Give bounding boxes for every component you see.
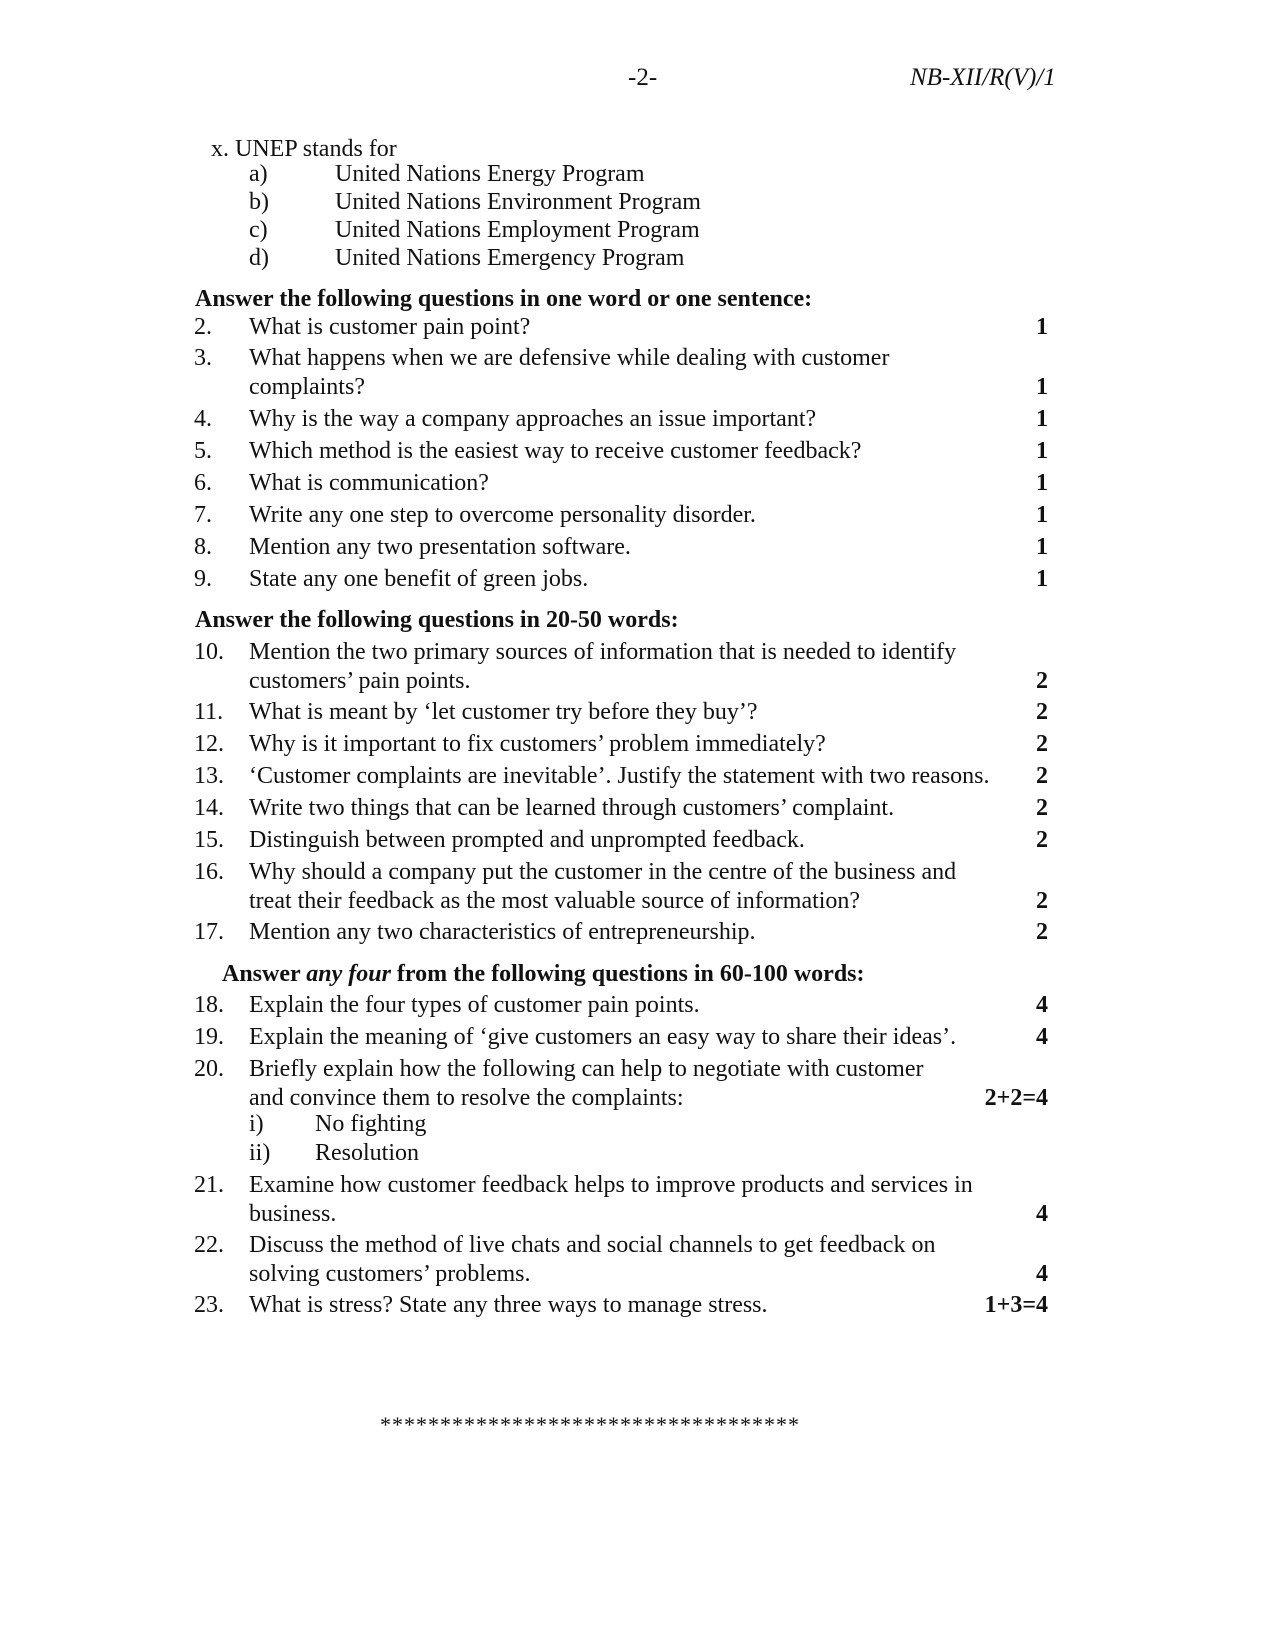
question-number: 10. <box>194 639 224 665</box>
question-text: What happens when we are defensive while dealing with customer complaints? <box>249 345 890 400</box>
question-text: Mention the two primary sources of information that is needed to identify customers’ pain points. <box>249 639 957 694</box>
q20-subpart-label-1: i) <box>249 1111 264 1137</box>
question-marks: 1 <box>1036 534 1048 560</box>
question-number: 6. <box>194 470 212 496</box>
question-number: 14. <box>194 795 224 821</box>
section-heading-prefix: Answer <box>222 961 307 987</box>
question-number: 9. <box>194 566 212 592</box>
question-marks: 2 <box>1036 731 1048 757</box>
question-marks: 4 <box>1036 1024 1048 1050</box>
question-number: 15. <box>194 827 224 853</box>
question-number: 8. <box>194 534 212 560</box>
option-letter: b) <box>249 189 269 215</box>
question-marks: 2 <box>1036 668 1048 694</box>
option-letter: d) <box>249 245 269 271</box>
page-number: -2- <box>628 64 658 91</box>
question-number: 19. <box>194 1024 224 1050</box>
mcq-stem: x. UNEP stands for <box>211 136 397 162</box>
question-text: Explain the meaning of ‘give customers an easy way to share their ideas’. <box>249 1024 957 1050</box>
question-number: 21. <box>194 1172 224 1198</box>
question-number: 12. <box>194 731 224 757</box>
question-marks: 2 <box>1036 699 1048 725</box>
section-heading-emphasis: any four <box>306 961 391 987</box>
question-text: Mention any two characteristics of entrepreneurship. <box>249 919 756 945</box>
question-number: 23. <box>194 1292 224 1318</box>
question-text: Write two things that can be learned through customers’ complaint. <box>249 795 895 821</box>
option-letter: c) <box>249 217 268 243</box>
question-marks: 2 <box>1036 888 1048 914</box>
q20-subpart-label-2: ii) <box>249 1140 271 1166</box>
question-marks: 2 <box>1036 827 1048 853</box>
paper-code: NB-XII/R(V)/1 <box>910 64 1056 91</box>
question-marks: 1 <box>1036 502 1048 528</box>
question-marks: 2 <box>1036 795 1048 821</box>
question-number: 5. <box>194 438 212 464</box>
option-text: United Nations Energy Program <box>335 161 645 187</box>
question-number: 11. <box>194 699 224 725</box>
question-number: 7. <box>194 502 212 528</box>
option-text: United Nations Emergency Program <box>335 245 685 271</box>
question-text: Why is the way a company approaches an issue important? <box>249 406 817 432</box>
question-text: What is stress? State any three ways to manage stress. <box>249 1292 768 1318</box>
section-heading-long <box>222 961 865 988</box>
end-of-paper-stars: *********************************** <box>380 1412 800 1437</box>
question-number: 18. <box>194 992 224 1018</box>
question-text: State any one benefit of green jobs. <box>249 566 589 592</box>
question-number: 4. <box>194 406 212 432</box>
question-marks: 4 <box>1036 1201 1048 1227</box>
question-marks: 1 <box>1036 374 1048 400</box>
question-marks: 2 <box>1036 919 1048 945</box>
option-letter: a) <box>249 161 268 187</box>
question-text: Why is it important to fix customers’ problem immediately? <box>249 731 826 757</box>
option-text: United Nations Employment Program <box>335 217 700 243</box>
question-number: 20. <box>194 1056 224 1082</box>
question-text: Write any one step to overcome personality disorder. <box>249 502 756 528</box>
question-text: Why should a company put the customer in the centre of the business and treat their feedback as the most valuable source of information? <box>249 859 957 914</box>
question-text: What is communication? <box>249 470 489 496</box>
q20-subpart-text-2: Resolution <box>315 1140 420 1166</box>
question-text: What is meant by ‘let customer try before they buy’? <box>249 699 758 725</box>
section-heading-short: Answer the following questions in 20-50 words: <box>195 607 679 633</box>
option-text: United Nations Environment Program <box>335 189 701 215</box>
question-marks: 2 <box>1036 763 1048 789</box>
question-text: ‘Customer complaints are inevitable’. Justify the statement with two reasons. <box>249 763 990 789</box>
question-text: Distinguish between prompted and unprompted feedback. <box>249 827 805 853</box>
section-heading-suffix: from the following questions in 60-100 words: <box>390 961 865 987</box>
q20-subpart-text-1: No fighting <box>315 1111 427 1137</box>
question-marks: 4 <box>1036 1261 1048 1287</box>
question-text: Examine how customer feedback helps to improve products and services in business. <box>249 1172 973 1227</box>
question-number: 16. <box>194 859 224 885</box>
question-number: 17. <box>194 919 224 945</box>
question-number: 22. <box>194 1232 224 1258</box>
question-marks: 1 <box>1036 470 1048 496</box>
question-marks: 1 <box>1036 406 1048 432</box>
question-text: What is customer pain point? <box>249 314 531 340</box>
question-marks: 2+2=4 <box>984 1085 1048 1111</box>
question-number: 13. <box>194 763 224 789</box>
question-marks: 1 <box>1036 314 1048 340</box>
question-text: Which method is the easiest way to receive customer feedback? <box>249 438 862 464</box>
section-heading-one-word: Answer the following questions in one word or one sentence: <box>195 286 813 312</box>
question-text: Explain the four types of customer pain points. <box>249 992 700 1018</box>
question-marks: 4 <box>1036 992 1048 1018</box>
question-marks: 1+3=4 <box>984 1292 1048 1318</box>
question-text: Mention any two presentation software. <box>249 534 631 560</box>
question-marks: 1 <box>1036 566 1048 592</box>
question-marks: 1 <box>1036 438 1048 464</box>
question-number: 3. <box>194 345 212 371</box>
question-number: 2. <box>194 314 212 340</box>
question-text: Discuss the method of live chats and social channels to get feedback on solving customers’ problems. <box>249 1232 936 1287</box>
question-text: Briefly explain how the following can help to negotiate with customer and convince them to resolve the complaints: <box>249 1056 924 1111</box>
